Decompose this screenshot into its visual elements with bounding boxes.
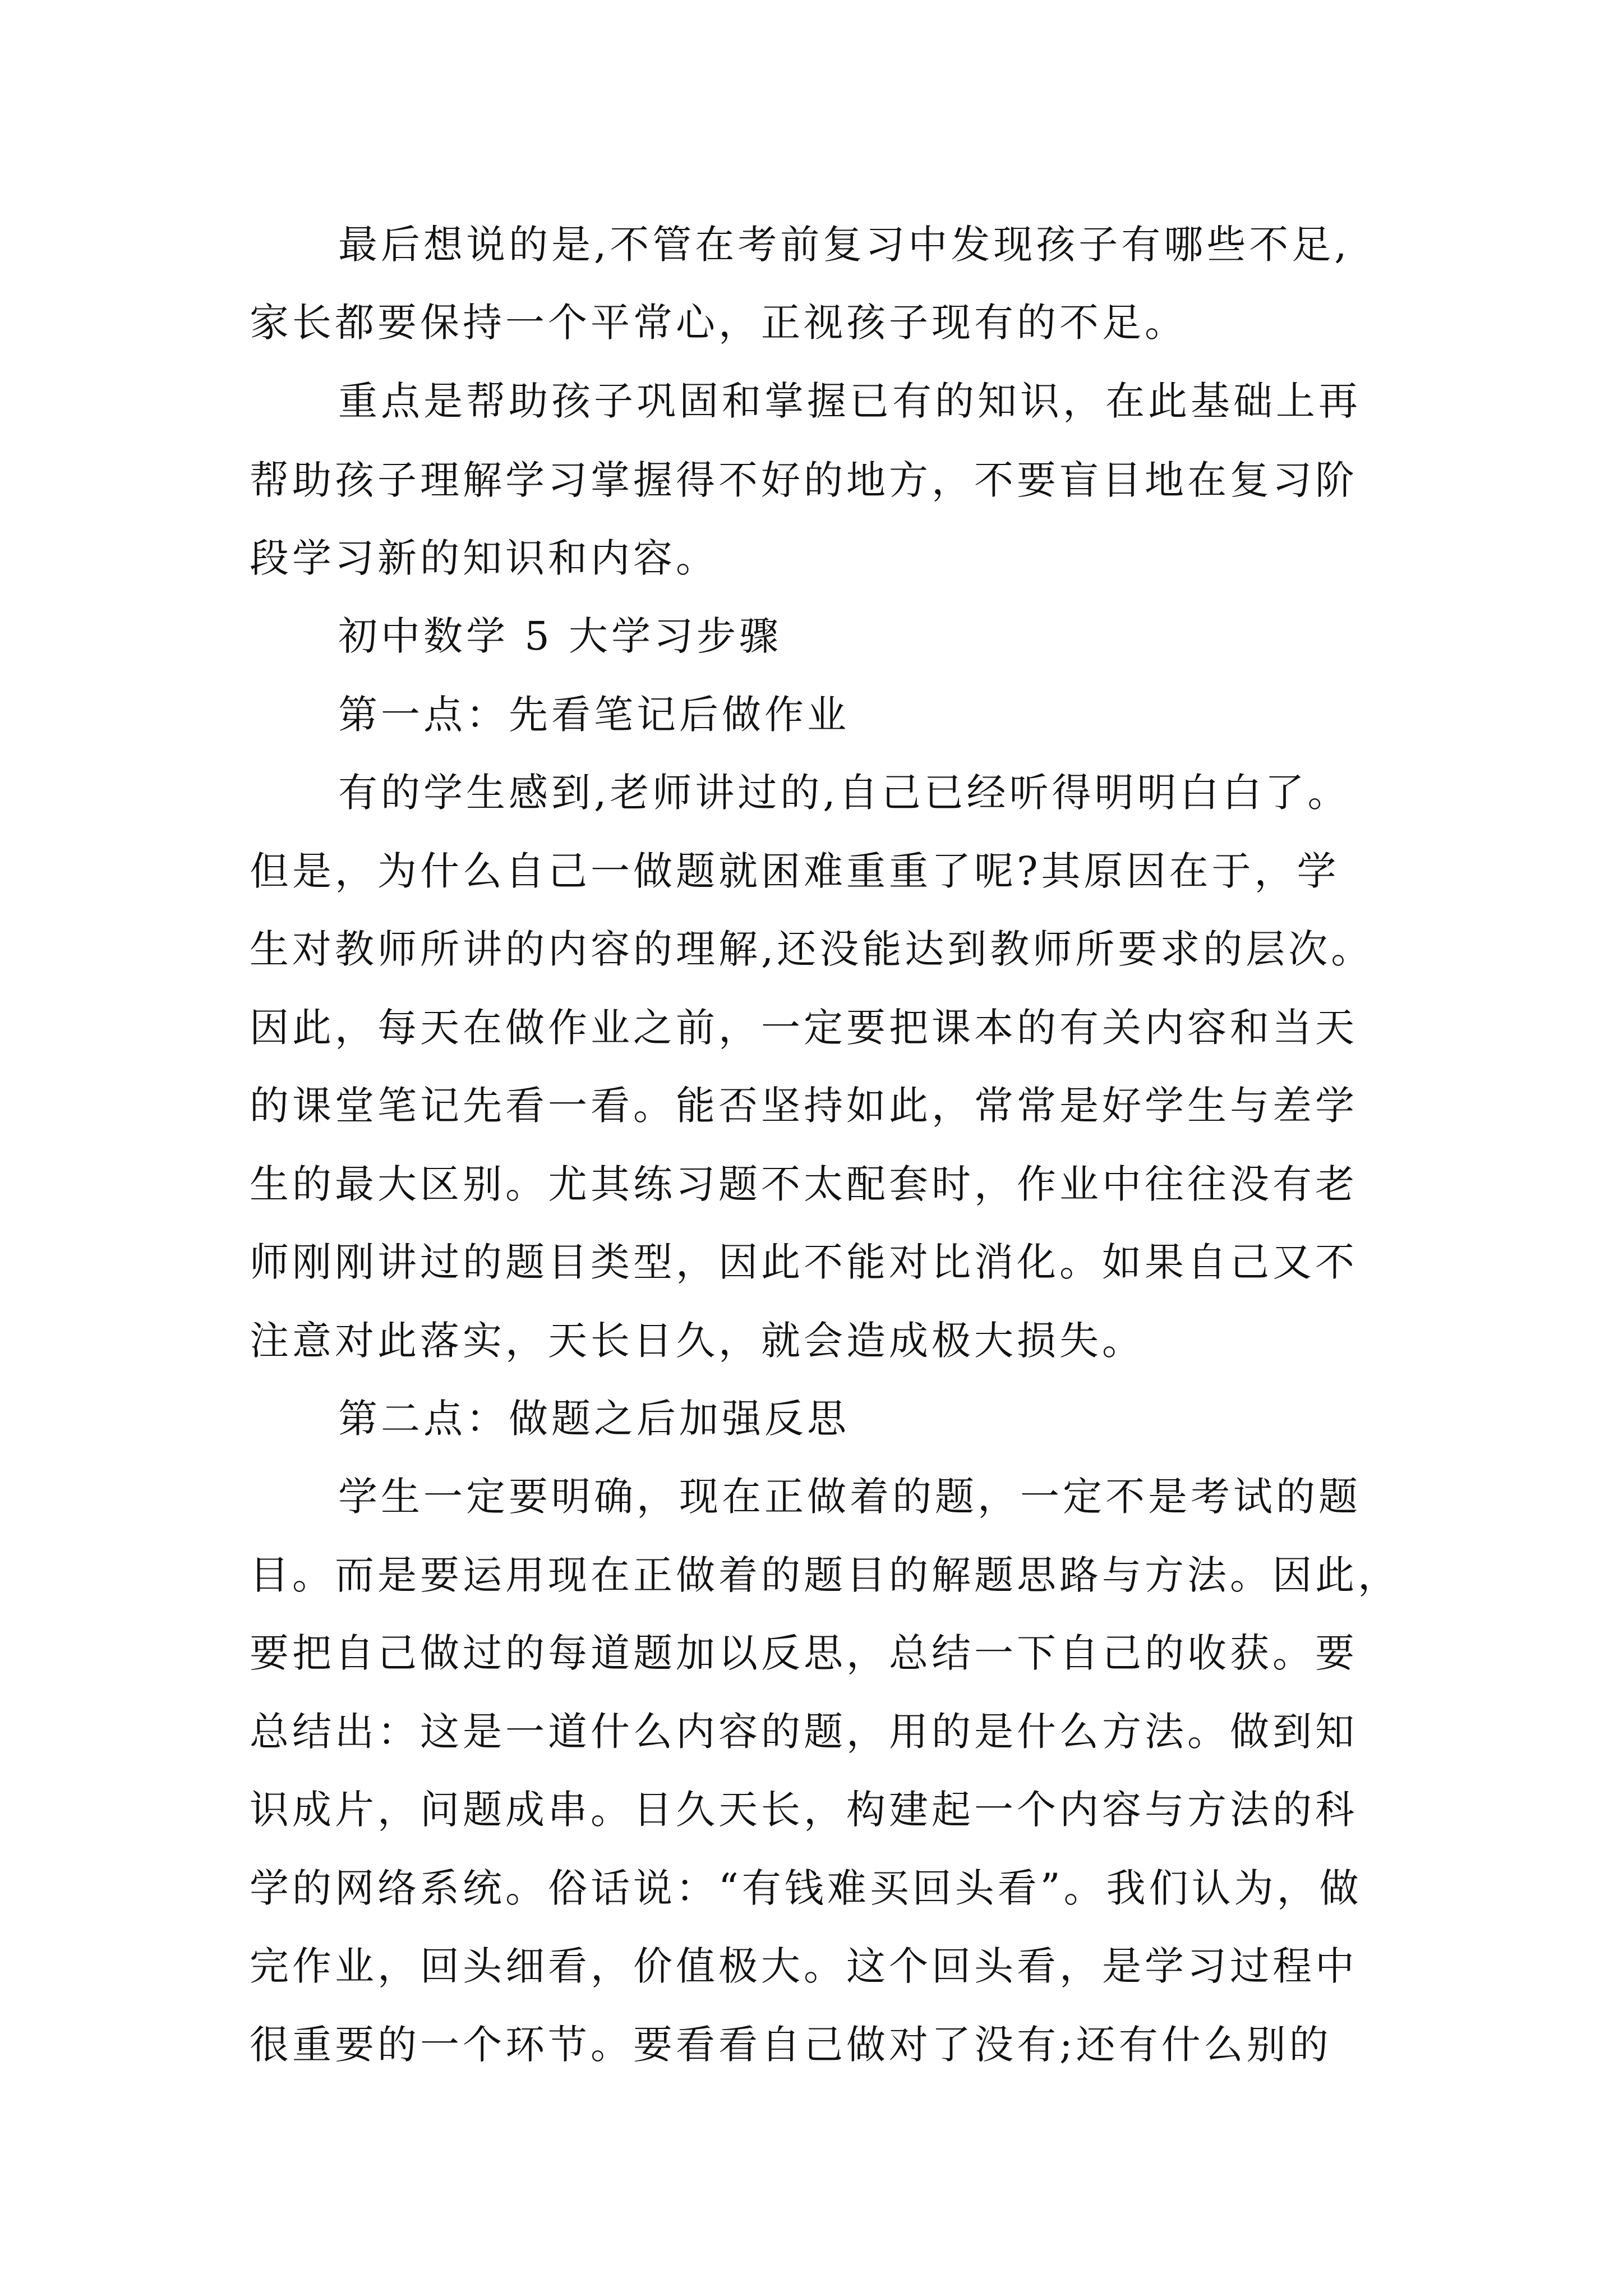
section-heading: 第二点：做题之后加强反思	[338, 1396, 850, 1442]
text-line: 完作业，回头细看，价值极大。这个回头看，是学习过程中	[250, 1943, 1358, 1989]
text-line: 生对教师所讲的内容的理解,还没能达到教师所要求的层次。	[250, 926, 1374, 972]
text-line: 生的最大区别。尤其练习题不太配套时，作业中往往没有老	[250, 1161, 1358, 1207]
text-line: 要把自己做过的每道题加以反思，总结一下自己的收获。要	[250, 1630, 1358, 1676]
text-line: 家长都要保持一个平常心，正视孩子现有的不足。	[250, 300, 1187, 346]
text-line: 注意对此落实，天长日久，就会造成极大损失。	[250, 1318, 1145, 1364]
text-line: 但是，为什么自己一做题就困难重重了呢?其原因在于，学	[250, 848, 1340, 894]
text-line: 因此，每天在做作业之前，一定要把课本的有关内容和当天	[250, 1005, 1358, 1051]
text-line: 目。而是要运用现在正做着的题目的解题思路与方法。因此，	[250, 1552, 1400, 1598]
text-line: 有的学生感到,老师讲过的,自己已经听得明明白白了。	[338, 770, 1350, 816]
text-line: 总结出：这是一道什么内容的题，用的是什么方法。做到知	[250, 1709, 1358, 1755]
text-line: 最后想说的是,不管在考前复习中发现孩子有哪些不足,	[338, 222, 1350, 268]
text-line: 学的网络系统。俗话说：“有钱难买回头看”。我们认为，做	[250, 1865, 1362, 1911]
text-line: 师刚刚讲过的题目类型，因此不能对比消化。如果自己又不	[250, 1239, 1358, 1285]
text-line: 很重要的一个环节。要看看自己做对了没有;还有什么别的	[250, 2022, 1332, 2068]
text-line: 学生一定要明确，现在正做着的题，一定不是考试的题	[338, 1474, 1361, 1520]
text-line: 段学习新的知识和内容。	[250, 535, 718, 581]
section-heading: 第一点：先看笔记后做作业	[338, 692, 850, 738]
text-line: 帮助孩子理解学习掌握得不好的地方，不要盲目地在复习阶	[250, 457, 1358, 503]
text-line: 重点是帮助孩子巩固和掌握已有的知识，在此基础上再	[338, 378, 1361, 424]
text-line: 的课堂笔记先看一看。能否坚持如此，常常是好学生与差学	[250, 1083, 1358, 1129]
section-heading: 初中数学 5 大学习步骤	[338, 613, 782, 659]
text-line: 识成片，问题成串。日久天长，构建起一个内容与方法的科	[250, 1787, 1358, 1833]
